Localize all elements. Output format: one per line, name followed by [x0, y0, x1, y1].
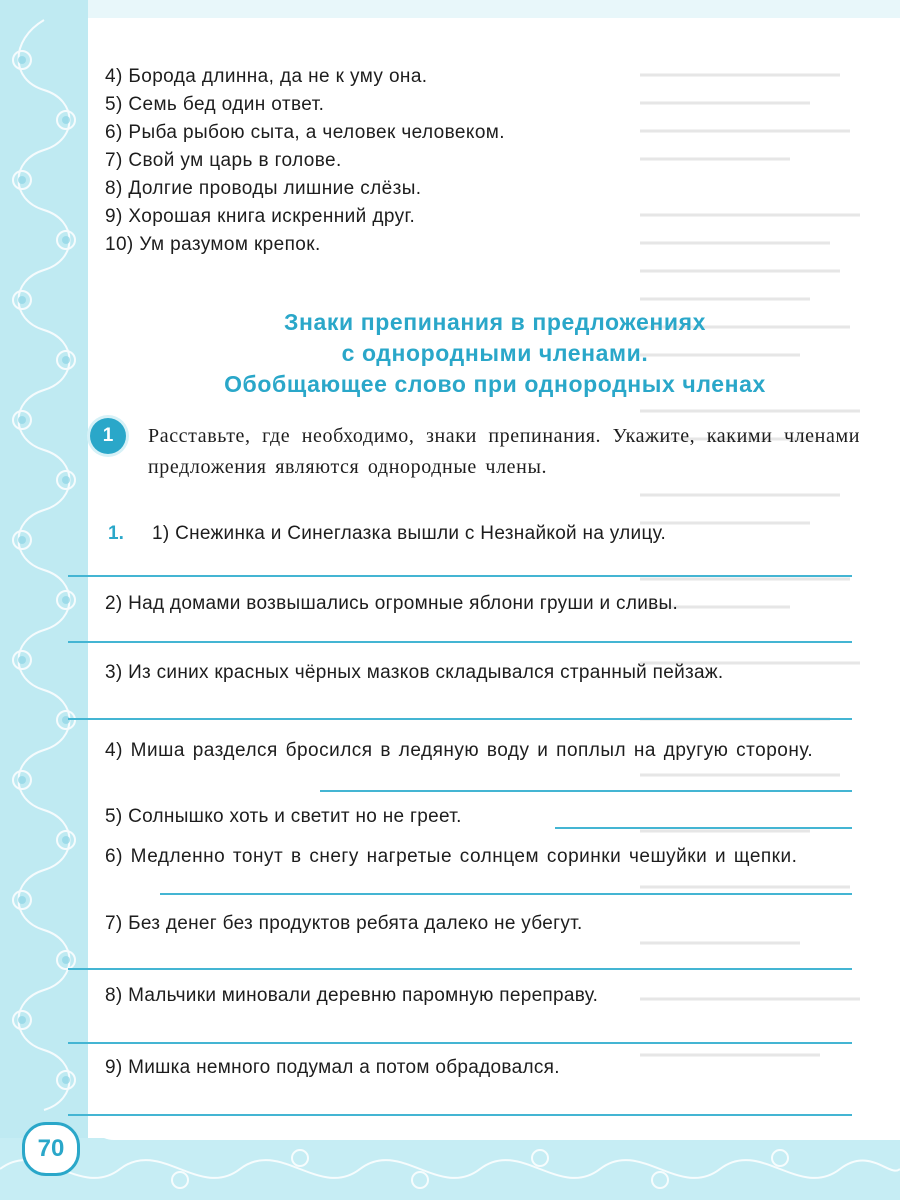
swirl-ornament-icon	[0, 0, 88, 1200]
exercise-sentence: 2) Над домами возвышались огромные яблони груши и сливы.	[105, 593, 679, 614]
answer-line[interactable]	[68, 968, 852, 970]
decorative-left-border	[0, 0, 88, 1200]
section-heading-line-2: с однородными членами.	[341, 340, 649, 366]
list-item: 7) Свой ум царь в голове.	[105, 150, 342, 171]
exercise-number-badge: 1	[90, 418, 126, 454]
list-item: 9) Хорошая книга искренний друг.	[105, 206, 416, 227]
answer-line[interactable]	[320, 790, 852, 792]
exercise-sentence: 5) Солнышко хоть и светит но не греет.	[105, 806, 462, 827]
exercise-sentence: 4) Миша разделся бросился в ледяную воду и поплыл на другую сторону.	[105, 740, 814, 761]
exercise-sentence: 7) Без денег без продуктов ребята далеко не убегут.	[105, 913, 583, 934]
answer-line[interactable]	[160, 893, 852, 895]
list-item: 4) Борода длинна, да не к уму она.	[105, 66, 428, 87]
answer-line[interactable]	[68, 1042, 852, 1044]
list-item: 8) Долгие проводы лишние слёзы.	[105, 178, 422, 199]
answer-line[interactable]	[68, 641, 852, 643]
exercise-sentence: 9) Мишка немного подумал а потом обрадовался.	[105, 1057, 560, 1078]
swirl-ornament-icon	[0, 1138, 900, 1200]
top-border-strip	[0, 0, 900, 18]
answer-line[interactable]	[68, 1114, 852, 1116]
list-item: 5) Семь бед один ответ.	[105, 94, 325, 115]
exercise-sentence: 3) Из синих красных чёрных мазков складывался странный пейзаж.	[105, 662, 724, 683]
page-number: 70	[22, 1122, 80, 1176]
exercise-sentence: 8) Мальчики миновали деревню паромную переправу.	[105, 985, 599, 1006]
answer-line[interactable]	[68, 718, 852, 720]
list-item: 10) Ум разумом крепок.	[105, 234, 321, 255]
task-number: 1.	[108, 523, 124, 544]
section-heading-line-1: Знаки препинания в предложениях	[284, 309, 706, 335]
answer-line[interactable]	[555, 827, 852, 829]
answer-line[interactable]	[68, 575, 852, 577]
exercise-sentence: 1) Снежинка и Синеглазка вышли с Незнайкой на улицу.	[152, 523, 667, 544]
decorative-bottom-border	[0, 1138, 900, 1200]
list-item: 6) Рыба рыбою сыта, а человек человеком.	[105, 122, 505, 143]
section-heading-line-3: Обобщающее слово при однородных членах	[224, 371, 766, 397]
exercise-sentence: 6) Медленно тонут в снегу нагретые солнцем соринки чешуйки и щепки.	[105, 846, 798, 867]
exercise-instruction: Расставьте, где необходимо, знаки препинания. Укажите, какими членами предложения являются однородные члены.	[148, 425, 860, 478]
